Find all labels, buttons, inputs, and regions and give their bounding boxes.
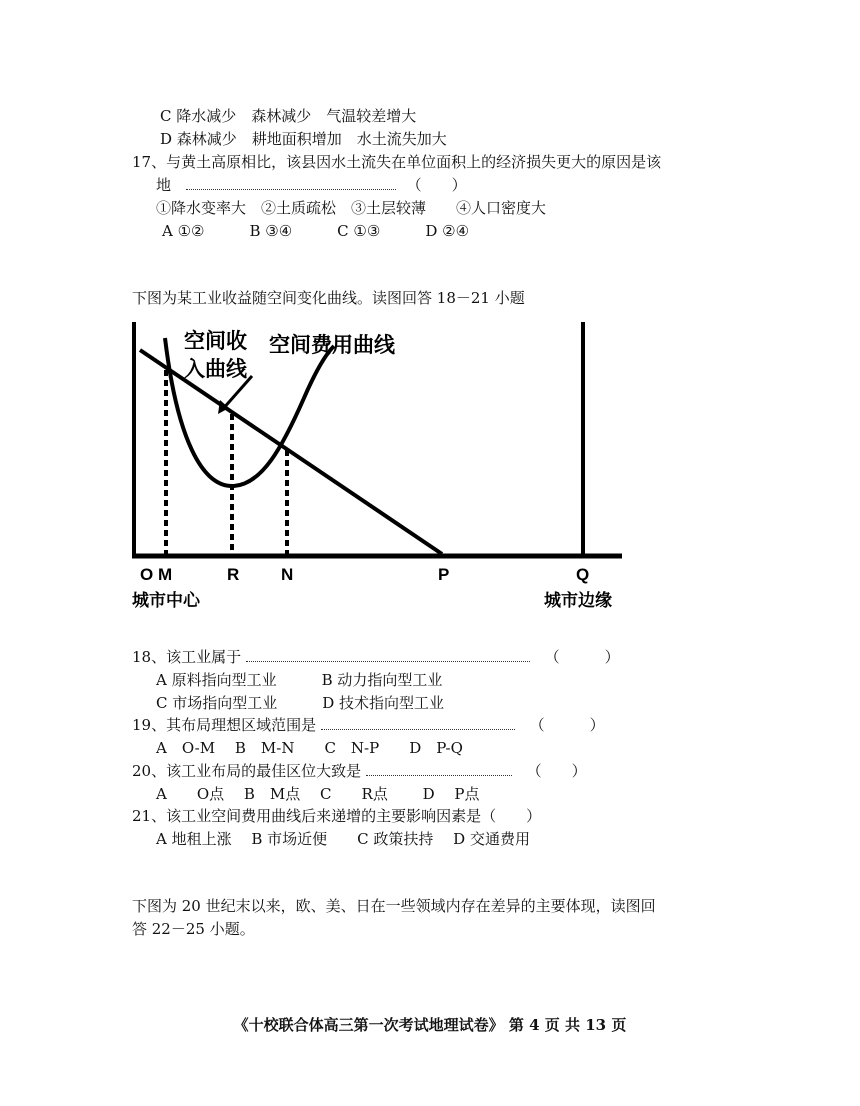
section-intro-18-21: 下图为某工业收益随空间变化曲线。读图回答 18－21 小题 xyxy=(132,289,525,307)
industry-revenue-diagram xyxy=(132,318,632,618)
q20-stem-line xyxy=(132,761,587,781)
point-label-n: N xyxy=(281,565,294,584)
q18-stem-line xyxy=(132,647,620,667)
page-footer: 《十校联合体高三第一次考试地理试卷》 第 4 页 共 13 页 xyxy=(233,1016,627,1034)
answer-leader-dots xyxy=(246,647,530,662)
city-center-caption: 城市中心 xyxy=(132,591,200,611)
q20-stem: 20、该工业布局的最佳区位大致是 xyxy=(132,762,362,780)
q17-answer-paren: （ ） xyxy=(406,176,467,194)
q19-stem: 19、其布局理想区域范围是 xyxy=(132,716,317,734)
q19-answer-paren: （ ） xyxy=(529,716,605,734)
answer-leader-dots xyxy=(366,761,512,776)
q17-options: A ①② B ③④ C ①③ D ②④ xyxy=(162,222,470,240)
answer-leader-dots xyxy=(186,175,396,190)
q21-options: A 地租上涨 B 市场近便 C 政策扶持 D 交通费用 xyxy=(156,830,530,848)
q18-stem: 18、该工业属于 xyxy=(132,648,242,666)
answer-leader-dots xyxy=(321,715,515,730)
q20-answer-paren: （ ） xyxy=(526,762,587,780)
income-curve-label-line1: 空间收 xyxy=(184,329,247,353)
q16-option-d: D 森林减少 耕地面积增加 水土流失加大 xyxy=(160,130,447,148)
point-label-p: P xyxy=(438,565,450,584)
q19-stem-line xyxy=(132,715,605,735)
q18-options-line2: C 市场指向型工业 D 技术指向型工业 xyxy=(156,694,445,712)
section-intro-22-25-line1: 下图为 20 世纪末以来，欧、美、日在一些领域内存在差异的主要体现，读图回 xyxy=(132,897,656,915)
income-curve-label-line2: 入曲线 xyxy=(184,357,247,381)
q17-factors: ①降水变率大 ②土质疏松 ③土层较薄 ④人口密度大 xyxy=(156,199,547,217)
q19-options: A O-M B M-N C N-P D P-Q xyxy=(156,739,463,757)
section-intro-22-25-line2: 答 22－25 小题。 xyxy=(132,920,255,938)
point-label-r: R xyxy=(227,565,240,584)
q21-stem: 21、该工业空间费用曲线后来递增的主要影响因素是（ ） xyxy=(132,807,542,825)
q20-options: A O点 B M点 C R点 D P点 xyxy=(156,785,480,803)
income-label-arrow xyxy=(222,376,252,410)
cost-curve-label: 空间费用曲线 xyxy=(269,333,395,357)
q18-answer-paren: （ ） xyxy=(544,648,620,666)
point-label-o: O xyxy=(140,565,154,584)
q17-stem-line2-start: 地 xyxy=(156,176,172,194)
point-label-m: M xyxy=(158,565,173,584)
city-edge-caption: 城市边缘 xyxy=(544,591,612,611)
q18-options-line1: A 原料指向型工业 B 动力指向型工业 xyxy=(156,671,443,689)
point-label-q: Q xyxy=(576,565,590,584)
q17-stem-line2 xyxy=(156,175,467,195)
q17-stem-line1: 17、与黄土高原相比，该县因水土流失在单位面积上的经济损失更大的原因是该 xyxy=(132,153,662,171)
q16-option-c: C 降水减少 森林减少 气温较差增大 xyxy=(160,107,417,125)
